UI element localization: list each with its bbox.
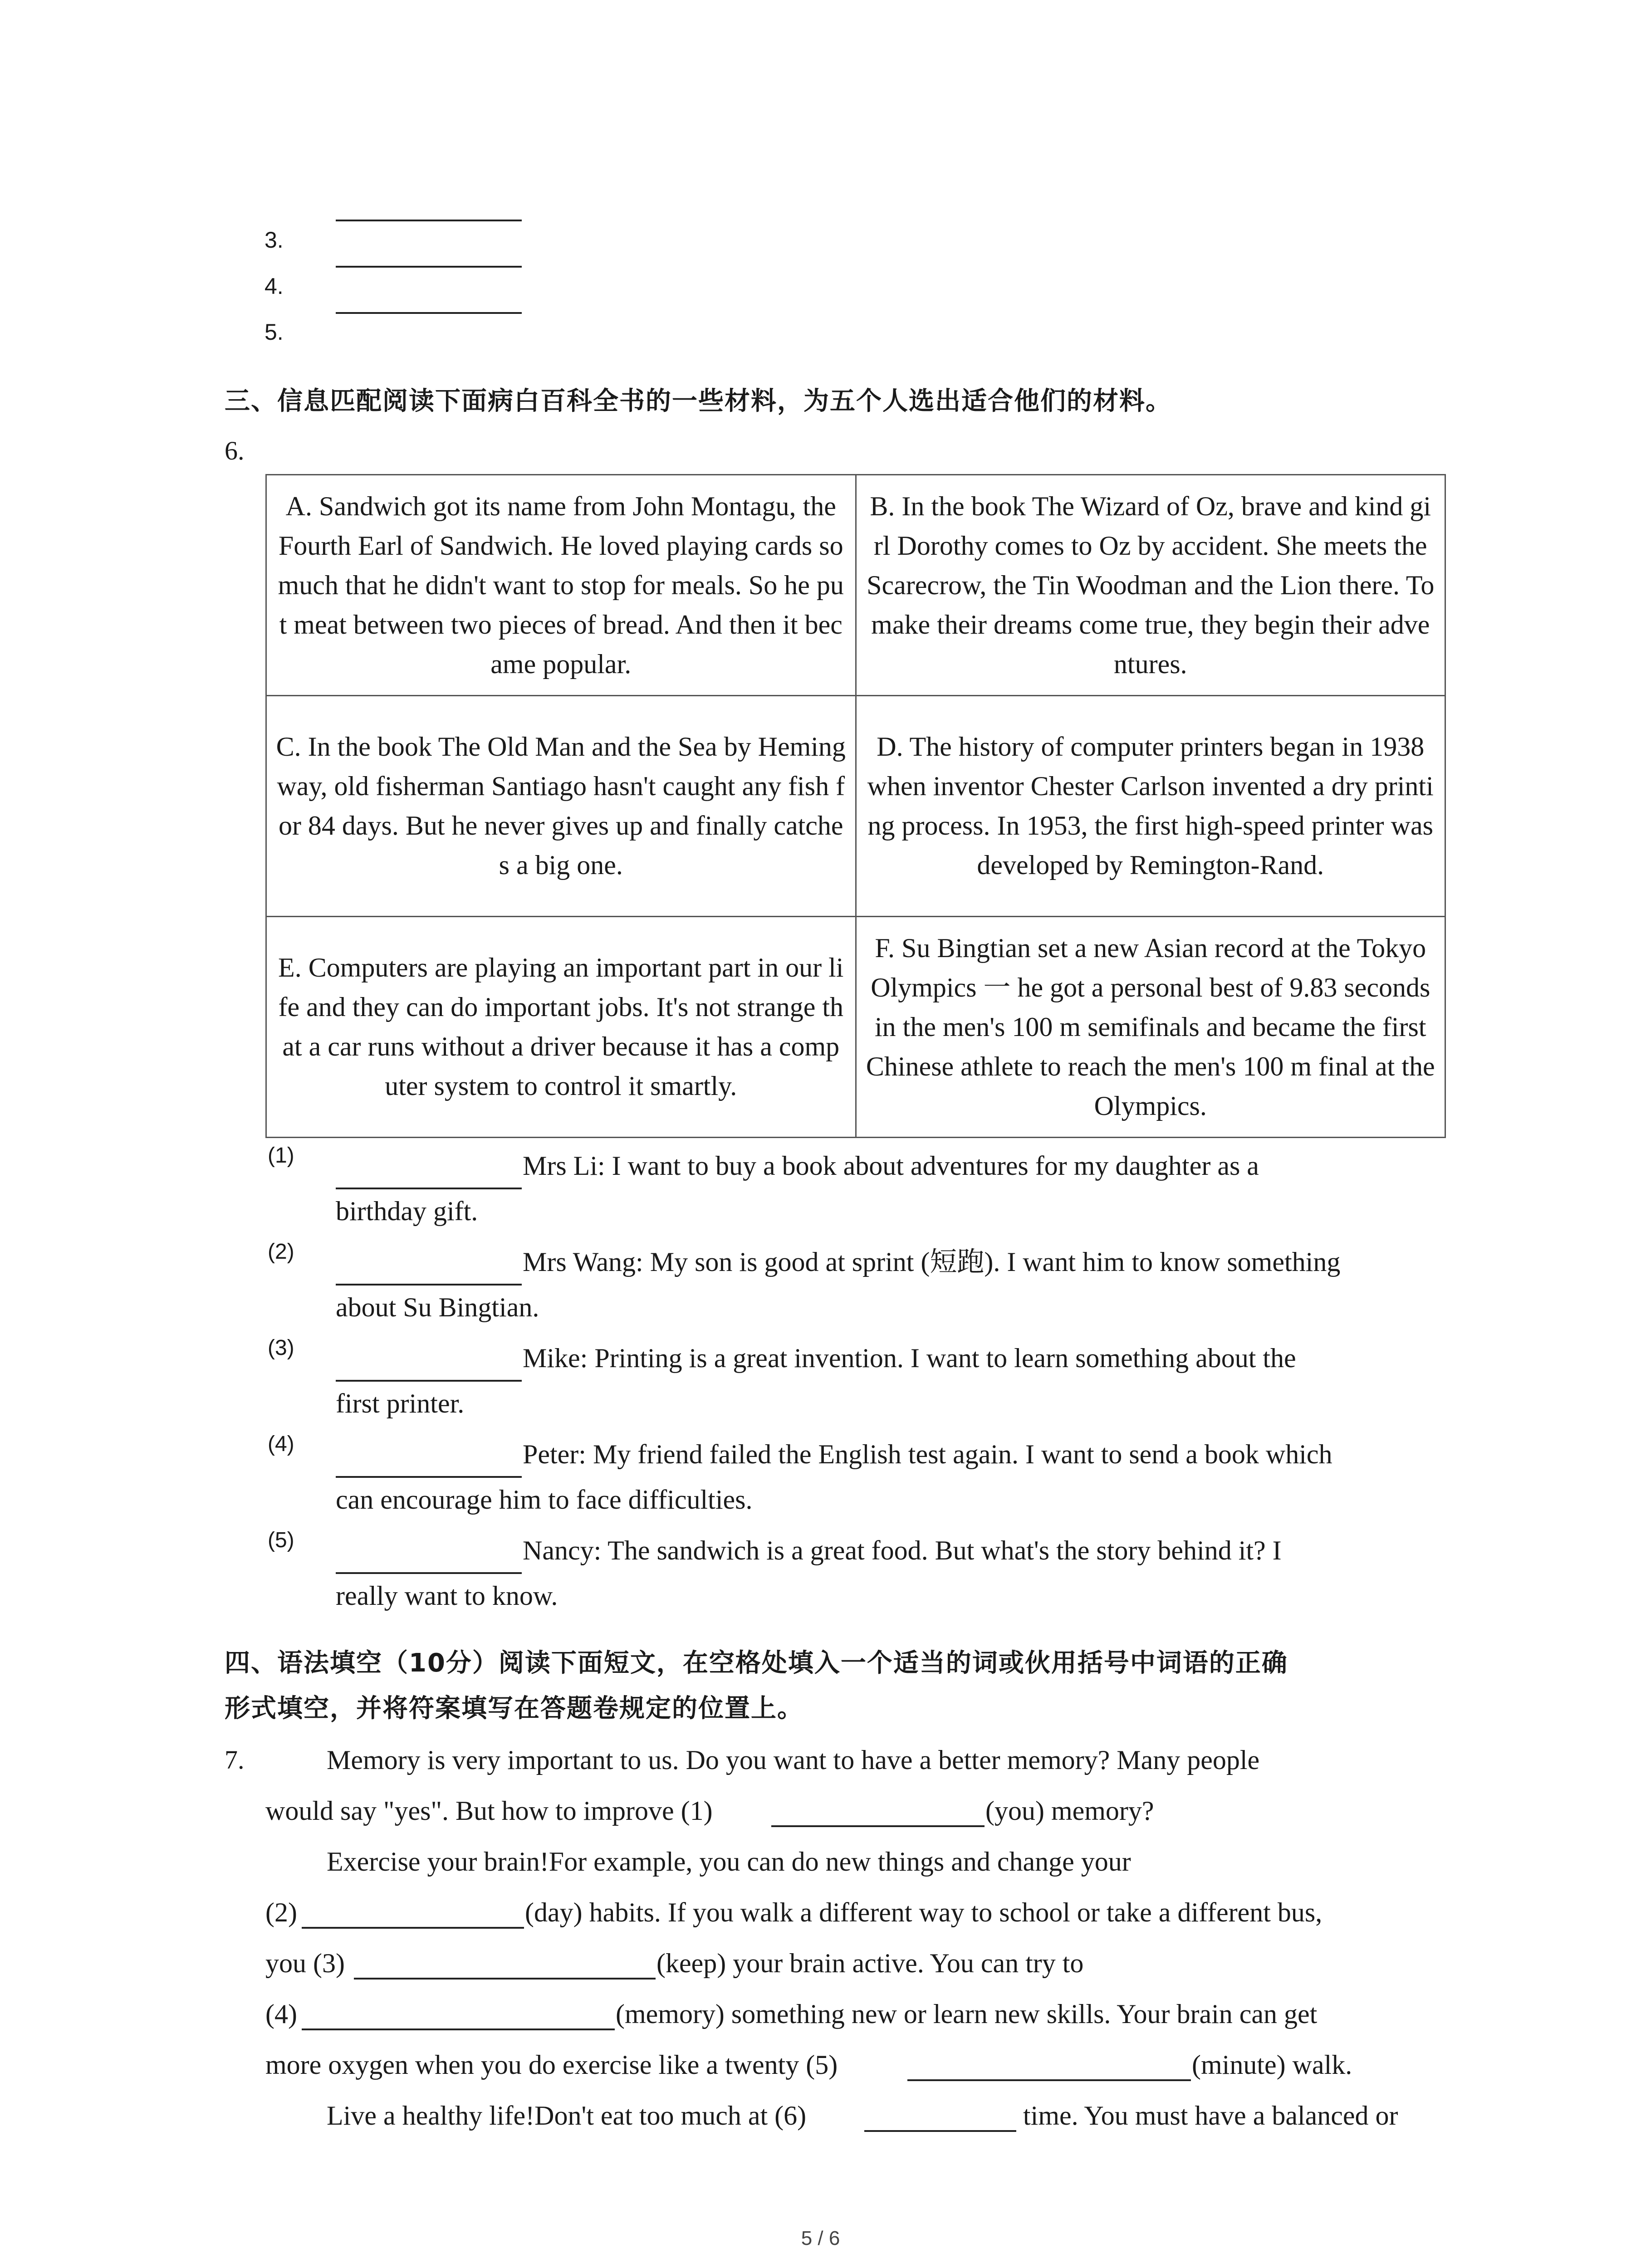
passage-line-1: Memory is very important to us. Do you want to have a better memory? Many people [327, 1745, 1260, 1775]
passage-line-4a: (2) [265, 1897, 297, 1927]
section-4-heading-line-1: 四、语法填空（10分）阅读下面短文，在空格处填入一个适当的词或伙用括号中词语的正确 [225, 1648, 1288, 1678]
passage-line-2b: (you) memory? [985, 1796, 1154, 1826]
sub-question-4-text-cont: can encourage him to face difficulties. [336, 1485, 753, 1515]
material-e: E. Computers are playing an important part in our life and they can do important jobs. It's not strange that a car runs without a driver because it has a computer system to control it smartly. [266, 917, 856, 1138]
sub-question-5-number: (5) [268, 1528, 294, 1552]
passage-line-5b: (keep) your brain active. You can try to [656, 1948, 1084, 1978]
passage-line-4b: (day) habits. If you walk a different way to school or take a different bus, [525, 1897, 1323, 1927]
question-7-number: 7. [225, 1745, 245, 1774]
passage-line-8b: time. You must have a balanced or [1023, 2101, 1398, 2131]
blank-4[interactable] [302, 2028, 615, 2030]
question-6-number: 6. [225, 436, 245, 465]
passage-line-7b: (minute) walk. [1192, 2050, 1352, 2080]
sub-question-1-text-cont: birthday gift. [336, 1196, 478, 1226]
passage-line-6b: (memory) something new or learn new skills. Your brain can get [616, 1999, 1318, 2029]
passage-line-2a: would say "yes". But how to improve (1) [265, 1796, 713, 1826]
material-b: B. In the book The Wizard of Oz, brave and kind girl Dorothy comes to Oz by accident. She meets the Scarecrow, the Tin Woodman and the Lion there. To make their dreams come true, they begin their adventures. [856, 475, 1445, 696]
sub-question-3-text: Mike: Printing is a great invention. I want to learn something about the [523, 1343, 1296, 1373]
matching-table [265, 474, 1446, 1138]
blank-5[interactable] [907, 2079, 1191, 2081]
sub-question-5-text-cont: really want to know. [336, 1581, 558, 1611]
blank-2[interactable] [302, 1927, 524, 1929]
sub-question-1-text: Mrs Li: I want to buy a book about adventures for my daughter as a [523, 1151, 1259, 1181]
item-number-4: 4. [265, 274, 284, 299]
sub-question-1-number: (1) [268, 1144, 294, 1168]
item-number-3: 3. [265, 227, 284, 253]
blank-1[interactable] [771, 1825, 985, 1827]
sub-question-4-number: (4) [268, 1432, 294, 1456]
passage-line-7a: more oxygen when you do exercise like a twenty (5) [265, 2050, 838, 2080]
answer-line-3-top [336, 220, 522, 221]
passage-line-3: Exercise your brain!For example, you can do new things and change your [327, 1847, 1131, 1877]
passage-line-6a: (4) [265, 1999, 297, 2029]
section-3-heading: 三、信息匹配阅读下面病白百科全书的一些材料，为五个人选出适合他们的材料。 [225, 386, 1172, 416]
material-f: F. Su Bingtian set a new Asian record at the Tokyo Olympics 一 he got a personal best of 9.83 seconds in the men's 100 m semifinals and became the first Chinese athlete to reach the men's 100 m final at the Olympics. [856, 917, 1445, 1138]
sub-question-2-number: (2) [268, 1240, 294, 1264]
item-number-5: 5. [265, 319, 284, 345]
answer-line-5 [336, 312, 522, 314]
section-4-heading-line-2: 形式填空，并将符案填写在答题卷规定的位置上。 [225, 1694, 803, 1723]
sub-question-2-text: Mrs Wang: My son is good at sprint (短跑). I want him to know something [523, 1247, 1341, 1277]
blank-3[interactable] [354, 1978, 656, 1980]
material-c: C. In the book The Old Man and the Sea by Hemingway, old fisherman Santiago hasn't caught any fish for 84 days. But he never gives up and finally catches a big one. [266, 696, 856, 917]
passage-line-5a: you (3) [265, 1948, 345, 1978]
material-d: D. The history of computer printers began in 1938 when inventor Chester Carlson invented a dry printing process. In 1953, the first high-speed printer was developed by Remington-Rand. [856, 696, 1445, 917]
sub-question-4-text: Peter: My friend failed the English test again. I want to send a book which [523, 1439, 1332, 1469]
sub-question-3-text-cont: first printer. [336, 1388, 465, 1418]
sub-question-3-number: (3) [268, 1336, 294, 1360]
passage-line-8a: Live a healthy life!Don't eat too much at (6) [327, 2101, 807, 2131]
material-a: A. Sandwich got its name from John Montagu, the Fourth Earl of Sandwich. He loved playing cards so much that he didn't want to stop for meals. So he put meat between two pieces of bread. And then it became popular. [266, 475, 856, 696]
answer-line-4 [336, 266, 522, 268]
sub-question-5-text: Nancy: The sandwich is a great food. But what's the story behind it? I [523, 1535, 1282, 1565]
blank-6[interactable] [864, 2130, 1016, 2132]
page-number: 5 / 6 [801, 2227, 840, 2249]
sub-question-2-text-cont: about Su Bingtian. [336, 1292, 539, 1322]
